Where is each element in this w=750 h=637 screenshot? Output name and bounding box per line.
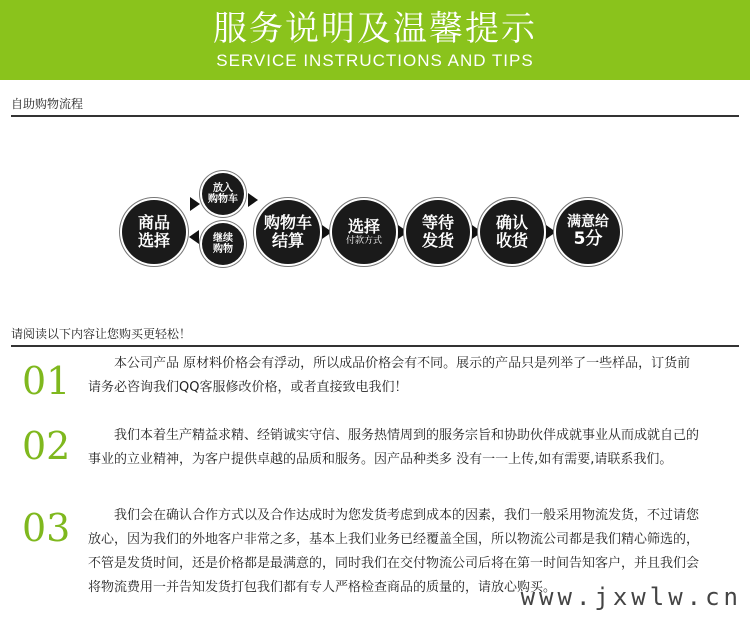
step-select-goods	[122, 200, 186, 264]
shopping-flow-diagram	[0, 170, 750, 280]
step-rate-line2: 5分	[573, 229, 603, 250]
notice-text: 本公司产品 原材料价格会有浮动，所以成品价格会有不同。展示的产品只是列举了一些样品，订货前请务必咨询我们QQ客服修改价格，或者直接致电我们！	[88, 356, 691, 395]
step-cart-checkout-line2: 结算	[271, 231, 304, 250]
arrow-to-checkout-icon	[248, 193, 258, 207]
step-cart-checkout	[256, 200, 320, 264]
step-select-goods-line1: 商品	[137, 212, 170, 232]
step-confirm-receipt-line1: 确认	[495, 212, 528, 232]
step-choose-payment-line2: 付款方式	[345, 236, 382, 247]
notice-number: 02	[22, 424, 71, 468]
step-rate-line1: 满意给	[567, 214, 609, 231]
step-continue-buy-line1: 继续	[213, 232, 233, 244]
step-choose-payment-line1: 选择	[347, 216, 380, 236]
step-choose-payment	[332, 200, 396, 264]
banner-title: 服务说明及温馨提示	[213, 9, 537, 49]
step-add-cart-line1: 放入	[213, 182, 233, 194]
step-wait-shipping-line1: 等待	[421, 212, 454, 232]
step-continue-buy-line2: 购物	[213, 244, 233, 255]
step-cart-checkout-line1: 购物车	[263, 212, 312, 232]
notice-text: 我们本着生产精益求精、经销诚实守信、服务热情周到的服务宗旨和协助伙伴成就事业从而成就自己的事业的立业精神，为客户提供卓越的品质和服务。因产品种类多 没有一一上传,如有需要,请联系我们。	[88, 428, 700, 467]
step-add-cart	[202, 173, 244, 215]
arrow-to-rate-icon	[546, 225, 556, 239]
notice-number: 03	[22, 506, 71, 550]
arrow-back-icon	[189, 230, 199, 244]
banner-subtitle: SERVICE INSTRUCTIONS AND TIPS	[216, 51, 534, 70]
step-select-goods-line2: 选择	[137, 231, 170, 250]
notice-text: 我们会在确认合作方式以及合作达成时为您发货考虑到成本的因素，我们一般采用物流发货，不过请您放心，因为我们的外地客户非常之多，基本上我们业务已经覆盖全国，所以物流公司都是我们精心筛选的，不管是发货时间，还是价格都是最满意的，同时我们在交付物流公司后将在第一时间告知客户，并且我们会将物流费用一并告知发货打包我们都有专人严格检查商品的质量的，请放心购买。	[88, 508, 700, 595]
step-add-cart-line2: 购物车	[208, 194, 238, 205]
step-continue-buy	[202, 223, 244, 265]
step-wait-shipping	[406, 200, 470, 264]
step-confirm-receipt-line2: 收货	[495, 231, 528, 250]
arrow-to-cart-icon	[190, 197, 200, 211]
step-rate	[556, 200, 620, 264]
step-confirm-receipt	[480, 200, 544, 264]
site-watermark: www.jxwlw.cn	[520, 583, 742, 611]
header-banner	[0, 0, 750, 80]
step-wait-shipping-line2: 发货	[421, 231, 454, 250]
notice-section-heading: 请阅读以下内容让您购买更轻松！	[11, 325, 739, 347]
flow-section-heading: 自助购物流程	[11, 95, 739, 117]
arrow-to-payment-icon	[322, 225, 332, 239]
notice-number: 01	[22, 359, 71, 403]
